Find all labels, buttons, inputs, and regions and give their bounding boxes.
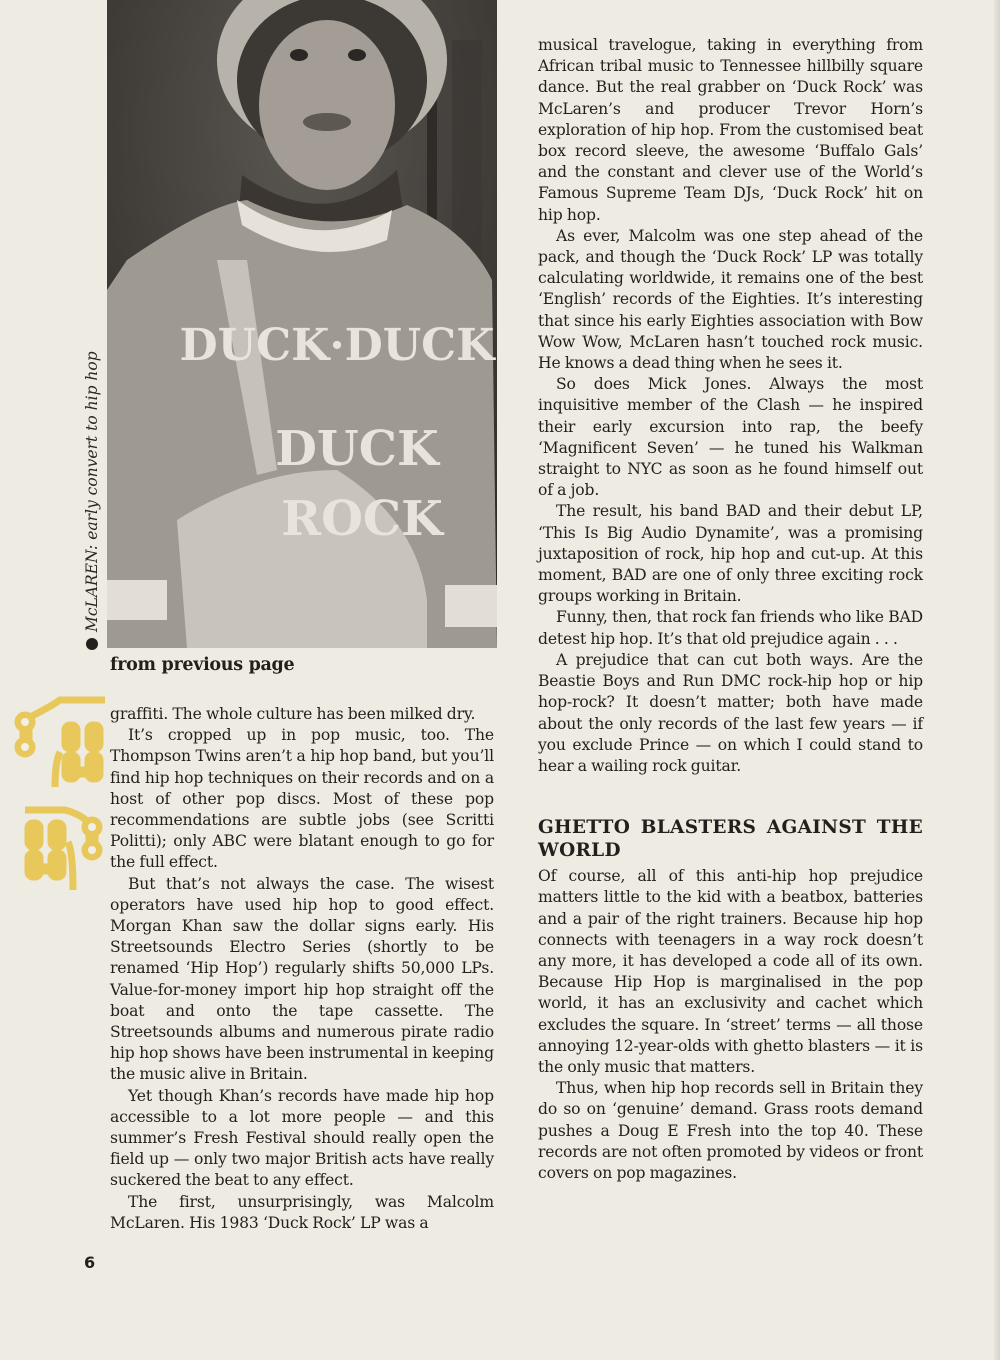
continuation-kicker: from previous page [110,655,295,675]
bullet-icon [86,638,98,650]
shirt-text-line3: ROCK [281,491,443,547]
shirt-text-line2: DUCK [275,421,439,477]
mclaren-photo [107,0,497,648]
paragraph: A prejudice that can cut both ways. Are the Beastie Boys and Run DMC rock-hip hop or hip hop-rock? It doesn’t matter; both have made about the only records of the last few years — if you exclude Prince — on which I could stand to hear a wailing rock guitar. [538,650,923,775]
paragraph: So does Mick Jones. Always the most inquisitive member of the Clash — he inspired their early excursion into rap, the beefy ‘Magnificent Seven’ — he tuned his Walkman straight to NYC as soon as he found himself out of a job. [538,375,923,500]
paragraph: Yet though Khan’s records have made hip hop accessible to a lot more people — and this summer’s Fresh Festival should really open the field up — only two major British acts have really suckered the beat to any effect. [110,1086,494,1190]
caption-name: McLAREN: [83,544,101,632]
page-edge [994,0,1000,1360]
paragraph: Funny, then, that rock fan friends who like BAD detest hip hop. It’s that old prejudice again . . . [538,608,923,648]
paragraph: The result, his band BAD and their debut LP, ‘This Is Big Audio Dynamite’, was a promising juxtaposition of rock, hip hop and cut-up. At this moment, BAD are one of only three exciting rock groups working in Britain. [538,502,923,606]
photo-caption [82,351,102,650]
paragraph: It’s cropped up in pop music, too. The Thompson Twins aren’t a hip hop band, but you’ll find hip hop techniques on their records and on a host of other pop discs. Most of these pop recommendations are subtle jobs (see Scritti Politti); only ABC were blatant enough to go for the full effect. [110,726,494,872]
photo-illustration [107,0,497,648]
section-heading: GHETTO BLASTERS AGAINST THE WORLD [538,817,923,862]
circuit-board-graphic [10,692,110,892]
caption-text: early convert to hip hop [83,351,101,545]
paragraph: graffiti. The whole culture has been milked dry. [110,705,476,723]
paragraph: But that’s not always the case. The wisest operators have used hip hop to good effect. Morgan Khan saw the dollar signs early. His Streetsounds Electro Series (shortly to be renamed ‘Hip Hop’) regularly shifts 50,000 LPs. Value-for-money import hip hop straight off the boat and onto the tape cassette. The Streetsounds albums and numerous pirate radio hip hop shows have been instrumental in keeping the music alive in Britain. [110,874,494,1084]
left-column [110,704,494,1234]
page-number: 6 [84,1253,96,1272]
paragraph: The first, unsurprisingly, was Malcolm McLaren. His 1983 ‘Duck Rock’ LP was a [110,1192,494,1232]
paragraph: As ever, Malcolm was one step ahead of the pack, and though the ‘Duck Rock’ LP was totally calculating worldwide, it remains one of the best ‘English’ records of the Eighties. It’s interesting that since his early Eighties association with Bow Wow Wow, McLaren hasn’t touched rock music. He knows a dead thing when he sees it. [538,226,923,373]
shirt-text-line1: DUCK·DUCK [179,320,495,371]
paragraph: Thus, when hip hop records sell in Britain they do so on ‘genuine’ demand. Grass roots demand pushes a Doug E Fresh into the top 40. These records are not often promoted by videos or front covers on pop magazines. [538,1079,923,1182]
paragraph: musical travelogue, taking in everything from African tribal music to Tennessee hillbilly square dance. But the real grabber on ‘Duck Rock’ was McLaren’s and producer Trevor Horn’s exploration of hip hop. From the customised beat box record sleeve, the awesome ‘Buffalo Gals’ and the constant and clever use of the World’s Famous Supreme Team DJs, ‘Duck Rock’ hit on hip hop. [538,36,923,224]
right-column [538,35,923,1184]
paragraph: Of course, all of this anti-hip hop prejudice matters little to the kid with a beatbox, batteries and a pair of the right trainers. Because hip hop connects with teenagers in a way rock doesn’t any more, it has developed a code all of its own. Because Hip Hop is marginalised in the pop world, it has an exclusivity and cachet which excludes the square. In ‘street’ terms — all those annoying 12-year-olds with ghetto blasters — it is the only music that matters. [538,867,923,1076]
